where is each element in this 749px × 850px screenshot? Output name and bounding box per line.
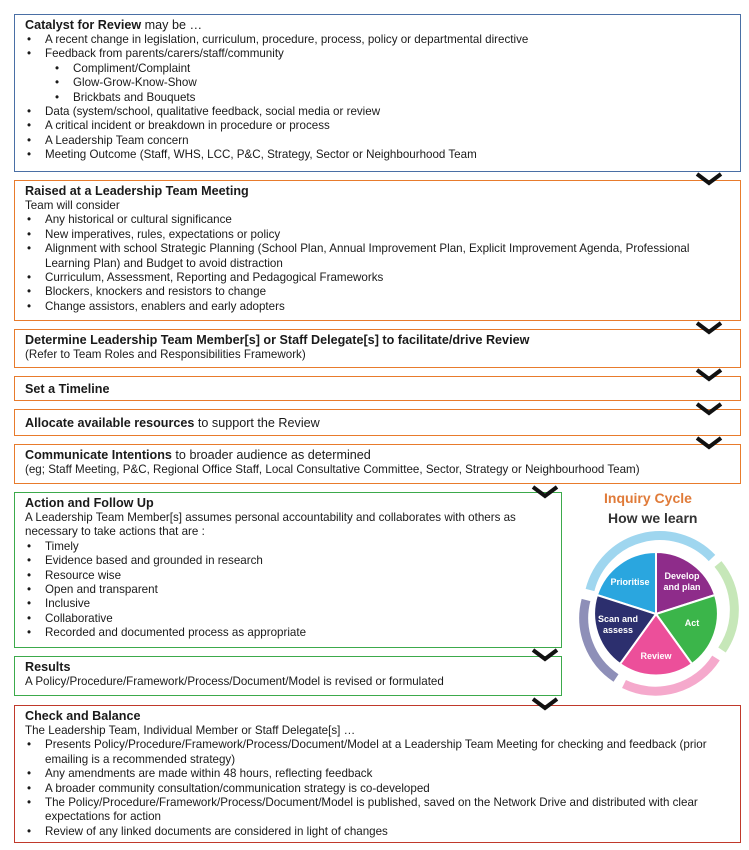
- list-item: • Data (system/school, qualitative feedback, social media or review: [25, 105, 732, 119]
- timeline-box: [14, 376, 741, 401]
- determine-box: [14, 329, 741, 368]
- determine-title: Determine Leadership Team Member[s] or Staff Delegate[s] to facilitate/drive Review: [25, 333, 530, 347]
- label-develop-line2: and plan: [663, 582, 701, 592]
- list-item: • Any amendments are made within 48 hours, reflecting feedback: [25, 767, 732, 781]
- raised-box: [14, 180, 741, 321]
- list-item: • Blockers, knockers and resistors to change: [25, 285, 732, 299]
- communicate-title: [25, 448, 732, 463]
- raised-intro: Team will consider: [25, 199, 120, 212]
- list-item: • The Policy/Procedure/Framework/Process/Document/Model is published, saved on the Network Drive and distributed with clear expectations for action: [25, 796, 732, 825]
- raised-title: Raised at a Leadership Team Meeting: [25, 184, 249, 198]
- list-item: • Open and transparent: [25, 583, 553, 597]
- list-item: • Evidence based and grounded in research: [25, 554, 553, 568]
- catalyst-title: [25, 18, 732, 33]
- list-item: • Feedback from parents/carers/staff/community: [25, 47, 732, 61]
- allocate-title-bold: Allocate available resources: [25, 416, 195, 430]
- check-title: Check and Balance: [25, 709, 141, 723]
- action-box: [14, 492, 562, 648]
- chevron-down-icon: [531, 697, 559, 711]
- communicate-title-bold: Communicate Intentions: [25, 448, 172, 462]
- list-item: • Any historical or cultural significance: [25, 213, 732, 227]
- chevron-down-icon: [695, 172, 723, 186]
- chevron-down-icon: [531, 648, 559, 662]
- list-item: • Presents Policy/Procedure/Framework/Process/Document/Model at a Leadership Team Meeting for checking and feedback (prior emailing is a recommended strategy): [25, 738, 732, 767]
- list-item: • Curriculum, Assessment, Reporting and Pedagogical Frameworks: [25, 271, 732, 285]
- chevron-down-icon: [695, 436, 723, 450]
- list-item: • A critical incident or breakdown in procedure or process: [25, 119, 732, 133]
- list-item: • A broader community consultation/communication strategy is co-developed: [25, 782, 732, 796]
- list-item: • Change assistors, enablers and early adopters: [25, 300, 732, 314]
- list-item: • New imperatives, rules, expectations or policy: [25, 228, 732, 242]
- label-review: Review: [640, 651, 672, 661]
- chevron-down-icon: [695, 368, 723, 382]
- communicate-sub: (eg; Staff Meeting, P&C, Regional Office Staff, Local Consultative Committee, Sector, Strategy or Neighbourhood Team): [25, 463, 640, 476]
- allocate-title: [25, 413, 732, 431]
- list-item: • Review of any linked documents are considered in light of changes: [25, 825, 732, 839]
- raised-list: [25, 213, 732, 314]
- label-act: Act: [684, 618, 700, 628]
- determine-sub: (Refer to Team Roles and Responsibilities Framework): [25, 348, 306, 361]
- chevron-down-icon: [695, 321, 723, 335]
- results-box: [14, 656, 562, 696]
- list-subitem: • Brickbats and Bouquets: [25, 91, 732, 105]
- label-develop-line1: Develop: [664, 571, 700, 581]
- results-text: A Policy/Procedure/Framework/Process/Document/Model is revised or formulated: [25, 675, 444, 688]
- chevron-down-icon: [531, 485, 559, 499]
- outer-arc-right: [718, 564, 734, 650]
- list-subitem: • Glow-Grow-Know-Show: [25, 76, 732, 90]
- allocate-title-rest: to support the Review: [194, 416, 320, 430]
- catalyst-title-bold: Catalyst for Review: [25, 18, 142, 32]
- list-item: • Recorded and documented process as appropriate: [25, 626, 553, 640]
- inquiry-subtitle: How we learn: [608, 510, 698, 526]
- communicate-title-rest: to broader audience as determined: [171, 448, 371, 462]
- list-item: • Meeting Outcome (Staff, WHS, LCC, P&C, Strategy, Sector or Neighbourhood Team: [25, 148, 732, 162]
- list-item: • A recent change in legislation, curriculum, procedure, process, policy or departmental directive: [25, 33, 732, 47]
- action-title: Action and Follow Up: [25, 496, 154, 510]
- list-item: • Resource wise: [25, 569, 553, 583]
- check-list: [25, 738, 732, 839]
- list-item: • Inclusive: [25, 597, 553, 611]
- list-item: • A Leadership Team concern: [25, 134, 732, 148]
- list-item: • Timely: [25, 540, 553, 554]
- communicate-box: [14, 444, 741, 484]
- list-item: • Alignment with school Strategic Planning (School Plan, Annual Improvement Plan, Explicit Improvement Agenda, Professional Learning Plan) and Budget to avoid distraction: [25, 242, 732, 271]
- check-intro: The Leadership Team, Individual Member or Staff Delegate[s] …: [25, 724, 356, 737]
- allocate-box: [14, 409, 741, 436]
- catalyst-box: [14, 14, 741, 172]
- label-prioritise: Prioritise: [610, 577, 650, 587]
- list-subitem: • Compliment/Complaint: [25, 62, 732, 76]
- label-scan-line2: assess: [602, 625, 634, 635]
- label-scan-line1: Scan and: [597, 614, 639, 624]
- results-title: Results: [25, 660, 71, 674]
- catalyst-title-rest: may be …: [141, 18, 203, 32]
- action-list: [25, 540, 553, 641]
- timeline-title: Set a Timeline: [25, 382, 110, 396]
- inquiry-cycle-diagram: [572, 528, 742, 698]
- check-box: [14, 705, 741, 843]
- catalyst-list: [25, 33, 732, 163]
- list-item: • Collaborative: [25, 612, 553, 626]
- inquiry-title: Inquiry Cycle: [604, 490, 692, 506]
- chevron-down-icon: [695, 402, 723, 416]
- action-intro: A Leadership Team Member[s] assumes personal accountability and collaborates with others as necessary to take actions that are :: [25, 511, 516, 539]
